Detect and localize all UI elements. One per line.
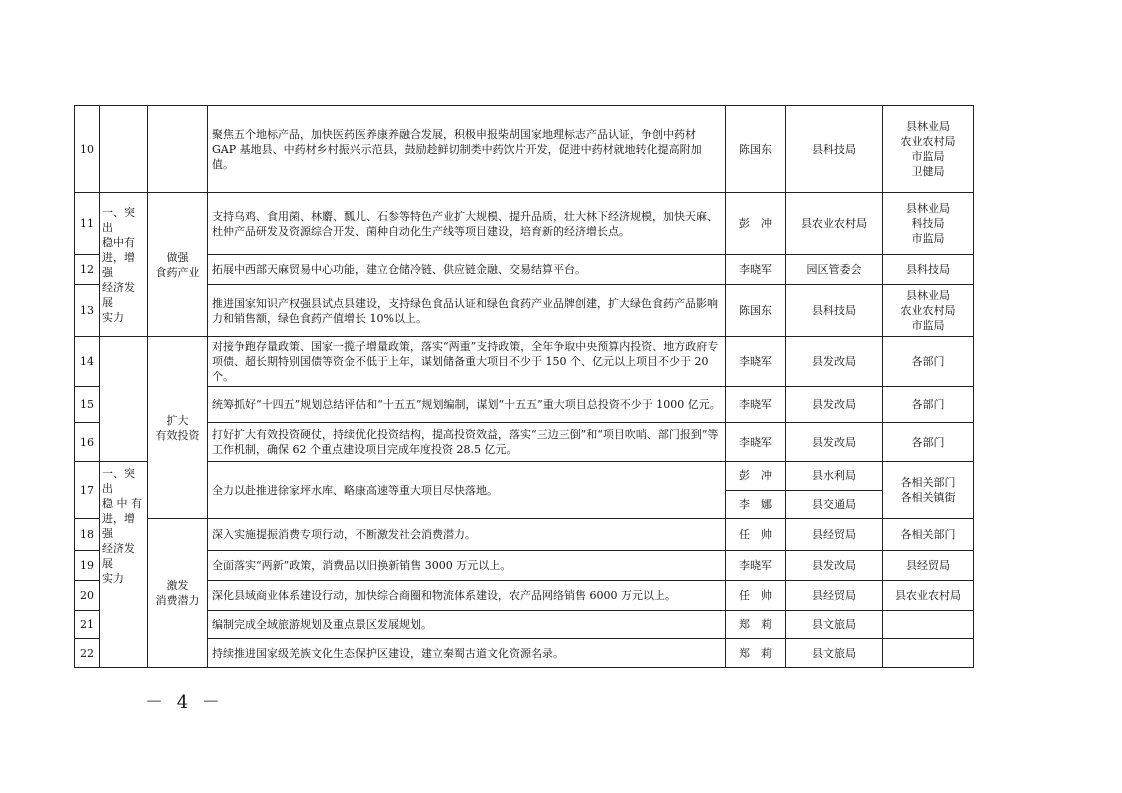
subcategory-line: 有效投资 [155, 428, 200, 442]
subcategory-line: 扩大 [166, 413, 189, 427]
leader: 任 帅 [726, 519, 786, 551]
category-line: 进，增强 [102, 250, 135, 279]
lead-unit: 县经贸局 [786, 581, 883, 611]
subcategory-line: 消费潜力 [155, 594, 200, 607]
category-line: 经济发展 [102, 542, 135, 570]
partner-unit: 市监局 [911, 150, 945, 163]
partner-unit: 县林业局 [906, 120, 950, 133]
lead-unit: 县发改局 [786, 423, 883, 462]
leader: 彭 冲 [739, 469, 772, 483]
category-line: 稳中有 [102, 235, 135, 249]
partner-unit: 市监局 [911, 319, 945, 332]
row-number: 14 [75, 337, 100, 387]
partner-unit: 农业农村局 [900, 135, 956, 148]
partner-units: 各部门 [883, 423, 974, 462]
subcategory-line: 食药产业 [155, 265, 200, 279]
partner-units [883, 106, 974, 193]
task-content: 支持乌鸡、食用菌、林麝、瓢儿、石参等特色产业扩大规模、提升品质，壮大林下经济规模，加快天麻、杜仲产品研发及资源综合开发、菌种自动化生产线等项目建设，培育新的经济增长点。 [208, 193, 726, 255]
lead-unit: 县科技局 [786, 285, 883, 337]
task-content: 编制完成全域旅游规划及重点景区发展规划。 [208, 611, 726, 639]
partner-unit: 县林业局 [906, 289, 950, 302]
category-cell [100, 462, 148, 668]
category-cell-empty [100, 106, 148, 193]
category-line: 稳 中 有 [102, 497, 142, 510]
task-content: 统筹抓好“十四五”规划总结评估和“十五五”规划编制，谋划“十五五”重大项目总投资不少于 1000 亿元。 [208, 387, 726, 423]
page-number: － 4 － [145, 692, 224, 713]
leader: 郑 莉 [726, 639, 786, 668]
subcategory-cell [148, 519, 208, 668]
table-row [75, 581, 974, 611]
category-line: 一、突出 [102, 467, 135, 495]
lead-unit: 县发改局 [786, 337, 883, 387]
partner-unit: 市监局 [911, 232, 945, 245]
table-row [75, 519, 974, 551]
leader: 李晓军 [726, 255, 786, 285]
lead-unit: 县交通局 [786, 490, 882, 519]
subcategory-line: 做强 [166, 250, 189, 264]
lead-unit: 园区管委会 [786, 255, 883, 285]
table-row [75, 387, 974, 423]
lead-unit-split [786, 462, 883, 519]
leader: 任 帅 [726, 581, 786, 611]
leader: 彭 冲 [726, 193, 786, 255]
partner-unit: 县林业局 [906, 202, 950, 215]
lead-unit: 县水利局 [812, 469, 856, 483]
table-row [75, 193, 974, 255]
partner-units: 各相关部门 [883, 519, 974, 551]
category-line: 经济发展 [102, 280, 135, 309]
task-content: 深入实施提振消费专项行动，不断激发社会消费潜力。 [208, 519, 726, 551]
table-row [75, 337, 974, 387]
row-number: 17 [75, 462, 100, 519]
table-row [75, 106, 974, 193]
lead-unit: 县农业农村局 [786, 193, 883, 255]
task-content: 推进国家知识产权强县试点县建设，支持绿色食品认证和绿色食药产业品牌创建，扩大绿色食药产品影响力和销售额，绿色食药产值增长 10%以上。 [208, 285, 726, 337]
row-number: 10 [75, 106, 100, 193]
lead-unit: 县发改局 [786, 387, 883, 423]
table-row [75, 462, 974, 519]
row-number: 11 [75, 193, 100, 255]
lead-unit: 县科技局 [786, 106, 883, 193]
task-content: 全力以赴推进徐家坪水库、略康高速等重大项目尽快落地。 [208, 462, 726, 519]
subcategory-cell-empty [148, 106, 208, 193]
row-number: 21 [75, 611, 100, 639]
leader: 李 娜 [726, 490, 785, 519]
partner-unit: 科技局 [911, 217, 945, 230]
partner-unit: 各相关镇街 [900, 491, 956, 504]
leader: 郑 莉 [726, 611, 786, 639]
category-cell-empty [100, 337, 148, 462]
subcategory-cell [148, 193, 208, 337]
leader: 陈国东 [726, 106, 786, 193]
category-cell [100, 193, 148, 337]
leader: 陈国东 [726, 285, 786, 337]
partner-units: 县科技局 [883, 255, 974, 285]
task-content: 聚焦五个地标产品，加快医药医养康养融合发展，积极申报柴胡国家地理标志产品认证，争创中药材 GAP 基地县、中药材乡村振兴示范县，鼓励趁鲜切制类中药饮片开发，促进中药材就地转化提高附加值。 [208, 106, 726, 193]
task-table [74, 105, 974, 668]
lead-unit: 县文旅局 [786, 611, 883, 639]
partner-units: 县经贸局 [883, 551, 974, 581]
partner-units: 各部门 [883, 337, 974, 387]
table-row [75, 639, 974, 668]
partner-units-empty [883, 639, 974, 668]
leader-split [726, 462, 786, 519]
category-line: 一、突出 [102, 205, 135, 234]
table-row [75, 611, 974, 639]
leader: 李晓军 [726, 423, 786, 462]
leader: 李晓军 [726, 551, 786, 581]
row-number: 15 [75, 387, 100, 423]
row-number: 20 [75, 581, 100, 611]
partner-unit: 卫健局 [911, 165, 945, 178]
row-number: 13 [75, 285, 100, 337]
leader: 李晓军 [726, 337, 786, 387]
partner-units-empty [883, 611, 974, 639]
table-row [75, 423, 974, 462]
partner-units [883, 285, 974, 337]
table-row [75, 285, 974, 337]
category-line: 进，增强 [102, 512, 135, 540]
task-content: 深化县域商业体系建设行动，加快综合商圈和物流体系建设，农产品网络销售 6000 万元以上。 [208, 581, 726, 611]
lead-unit: 县文旅局 [786, 639, 883, 668]
task-content: 持续推进国家级羌族文化生态保护区建设，建立秦蜀古道文化资源名录。 [208, 639, 726, 668]
partner-units: 县农业农村局 [883, 581, 974, 611]
leader: 李晓军 [726, 387, 786, 423]
subcategory-line: 激发 [166, 579, 189, 592]
row-number: 16 [75, 423, 100, 462]
lead-unit: 县发改局 [786, 551, 883, 581]
task-content: 全面落实“两新”政策，消费品以旧换新销售 3000 万元以上。 [208, 551, 726, 581]
partner-unit: 各相关部门 [900, 476, 956, 489]
task-content: 拓展中西部天麻贸易中心功能，建立仓储冷链、供应链金融、交易结算平台。 [208, 255, 726, 285]
row-number: 19 [75, 551, 100, 581]
category-line: 实力 [102, 310, 124, 324]
task-content: 打好扩大有效投资硬仗，持续优化投资结构，提高投资效益，落实“三边三倒”和“项目吹哨、部门报到”等工作机制，确保 62 个重点建设项目完成年度投资 28.5 亿元。 [208, 423, 726, 462]
partner-units: 各部门 [883, 387, 974, 423]
partner-unit: 农业农村局 [900, 304, 956, 317]
row-number: 12 [75, 255, 100, 285]
table-row [75, 551, 974, 581]
partner-units [883, 462, 974, 519]
category-line: 实力 [102, 572, 124, 585]
row-number: 18 [75, 519, 100, 551]
table-row [75, 255, 974, 285]
task-content: 对接争跑存量政策、国家一揽子增量政策，落实“两重”支持政策，全年争取中央预算内投资、地方政府专项债、超长期特别国债等资金不低于上年，谋划储备重大项目不少于 150 个、亿元以上项目不少于 20 个。 [208, 337, 726, 387]
partner-units [883, 193, 974, 255]
row-number: 22 [75, 639, 100, 668]
lead-unit: 县经贸局 [786, 519, 883, 551]
subcategory-cell [148, 337, 208, 519]
